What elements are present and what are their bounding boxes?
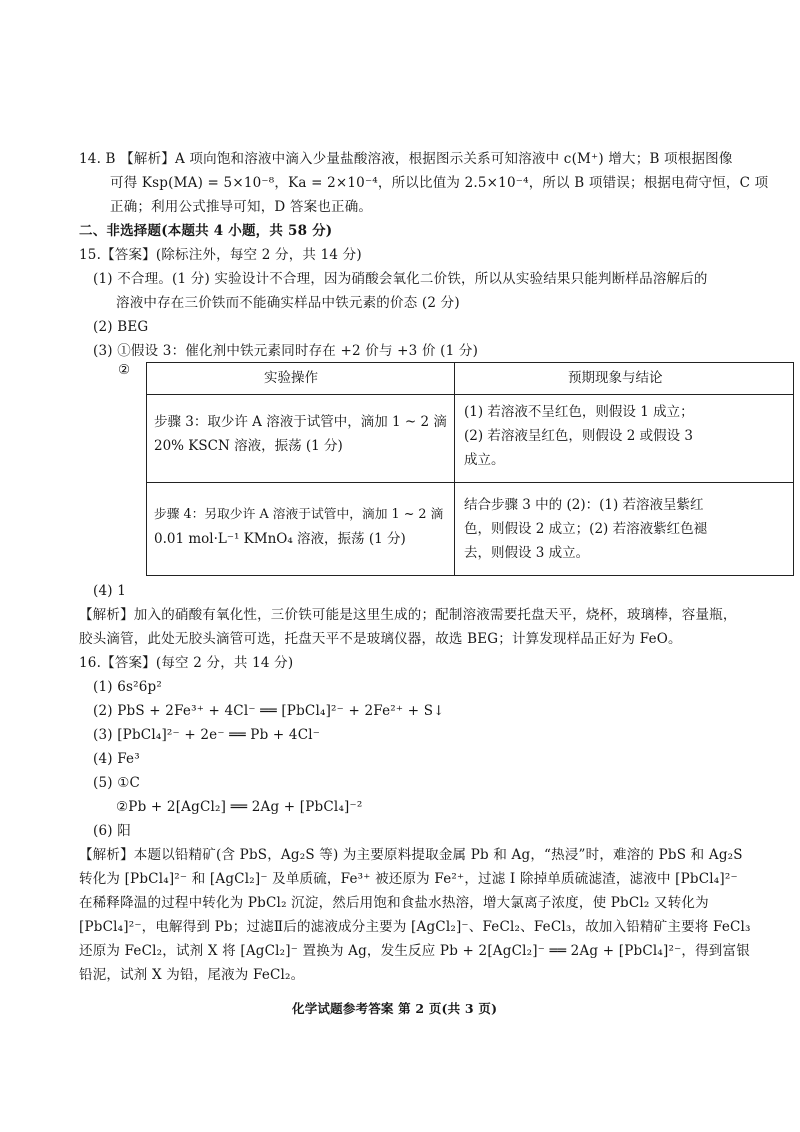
q15-header: 15.【答案】(除标注外，每空 2 分，共 14 分) — [79, 247, 362, 263]
q16-analysis-line-2: 转化为 [PbCl₄]²⁻ 和 [AgCl₂]⁻ 及单质硫，Fe³⁺ 被还原为 Fe²⁺，过滤 I 除掉单质硫滤渣，滤液中 [PbCl₄]²⁻ — [79, 871, 738, 887]
q15-analysis-line-1: 【解析】加入的硝酸有氧化性，三价铁可能是这里生成的；配制溶液需要托盘天平，烧杯，玻璃棒，容量瓶， — [79, 607, 737, 623]
q16-analysis-line-1: 【解析】本题以铅精矿(含 PbS，Ag₂S 等) 为主要原料提取金属 Pb 和 Ag，“热浸”时，难溶的 PbS 和 Ag₂S — [79, 847, 743, 863]
q15-part1-line-2: 溶液中存在三价铁而不能确实样品中铁元素的价态 (2 分) — [116, 295, 460, 311]
q16-part2: (2) PbS + 2Fe³⁺ + 4Cl⁻ ══ [PbCl₄]²⁻ + 2Fe²⁺ + S↓ — [93, 703, 445, 719]
q16-header: 16.【答案】(每空 2 分，共 14 分) — [79, 655, 294, 671]
table-header-result: 预期现象与结论 — [568, 370, 663, 386]
q15-part2: (2) BEG — [93, 319, 149, 335]
q14-line-3: 正确；利用公式推导可知，D 答案也正确。 — [110, 199, 373, 215]
row2-operation-line-2: 0.01 mol·L⁻¹ KMnO₄ 溶液，振荡 (1 分) — [154, 531, 406, 547]
q15-part4: (4) 1 — [93, 583, 127, 599]
q16-part3: (3) [PbCl₄]²⁻ + 2e⁻ ══ Pb + 4Cl⁻ — [93, 727, 321, 743]
row1-result-line-1: (1) 若溶液不呈红色，则假设 1 成立； — [464, 404, 694, 420]
table-header-operation: 实验操作 — [264, 370, 318, 386]
q15-table-marker: ② — [118, 362, 131, 378]
row2-result-line-2: 色，则假设 2 成立；(2) 若溶液紫红色褪 — [464, 521, 708, 537]
table-row-divider — [146, 482, 794, 483]
row1-result-line-3: 成立。 — [464, 452, 505, 468]
q15-part1-line-1: (1) 不合理。(1 分) 实验设计不合理，因为硝酸会氧化二价铁，所以从实验结果只能判断样品溶解后的 — [93, 271, 708, 287]
q16-part6: (6) 阳 — [93, 823, 131, 839]
row1-operation-line-2: 20% KSCN 溶液，振荡 (1 分) — [154, 438, 343, 454]
q16-part5: (5) ①C — [93, 775, 141, 791]
q14-line-1: 14. B 【解析】A 项向饱和溶液中滴入少量盐酸溶液，根据图示关系可知溶液中 c(M⁺) 增大；B 项根据图像 — [79, 151, 733, 167]
row2-result-line-3: 去，则假设 3 成立。 — [464, 545, 590, 561]
section-2-title: 二、非选择题(本题共 4 小题，共 58 分) — [79, 223, 333, 239]
row2-result-line-1: 结合步骤 3 中的 (2)：(1) 若溶液呈紫红 — [464, 497, 704, 513]
row2-operation-line-1: 步骤 4：另取少许 A 溶液于试管中，滴加 1 ~ 2 滴 — [154, 507, 444, 522]
q16-part1: (1) 6s²6p² — [93, 679, 162, 695]
q15-part3: (3) ①假设 3：催化剂中铁元素同时存在 +2 价与 +3 价 (1 分) — [93, 343, 479, 359]
q16-analysis-line-3: 在稀释降温的过程中转化为 PbCl₂ 沉淀，然后用饱和食盐水热溶，增大氯离子浓度，使 PbCl₂ 又转化为 — [79, 895, 709, 911]
table-header-divider — [146, 394, 794, 395]
row1-result-line-2: (2) 若溶液呈红色，则假设 2 或假设 3 — [464, 428, 693, 444]
page-footer: 化学试题参考答案 第 2 页(共 3 页) — [292, 1001, 498, 1016]
q15-analysis-line-2: 胶头滴管，此处无胶头滴管可选，托盘天平不是玻璃仪器，故选 BEG；计算发现样品正好为 FeO。 — [79, 631, 682, 647]
experiment-table — [146, 362, 794, 576]
q16-analysis-line-5: 还原为 FeCl₂，试剂 X 将 [AgCl₂]⁻ 置换为 Ag，发生反应 Pb + 2[AgCl₂]⁻ ══ 2Ag + [PbCl₄]²⁻，得到富银 — [79, 943, 750, 959]
q16-analysis-line-6: 铅泥，试剂 X 为铅，尾液为 FeCl₂。 — [79, 967, 305, 983]
q14-line-2: 可得 Ksp(MA) = 5×10⁻⁸，Ka = 2×10⁻⁴，所以比值为 2.5×10⁻⁴，所以 B 项错误；根据电荷守恒，C 项 — [110, 175, 769, 191]
q16-part5-equation: ②Pb + 2[AgCl₂] ══ 2Ag + [PbCl₄]⁻² — [116, 799, 363, 815]
q16-part4: (4) Fe³ — [93, 751, 140, 767]
q16-analysis-line-4: [PbCl₄]²⁻，电解得到 Pb；过滤Ⅱ后的滤液成分主要为 [AgCl₂]⁻、FeCl₂、FeCl₃，故加入铅精矿主要将 FeCl₃ — [79, 919, 751, 935]
row1-operation-line-1: 步骤 3：取少许 A 溶液于试管中，滴加 1 ~ 2 滴 — [154, 414, 447, 430]
